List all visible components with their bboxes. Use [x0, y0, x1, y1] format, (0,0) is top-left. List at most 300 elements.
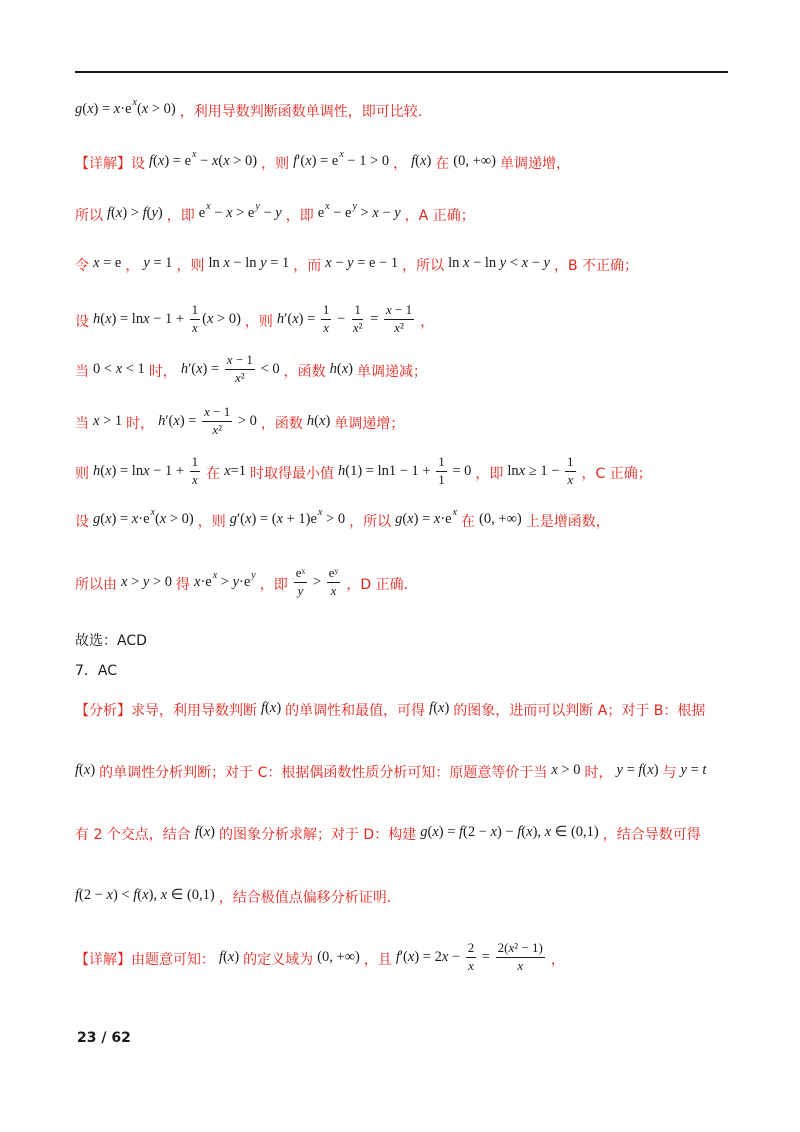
math-variable: x — [325, 201, 330, 212]
math-variable: x — [518, 462, 526, 479]
fraction-denominator — [321, 320, 331, 335]
math-expression: x > 0 — [551, 761, 581, 778]
math-formula — [307, 414, 330, 429]
math-formula — [208, 256, 289, 271]
math-formula — [292, 566, 343, 598]
math-expression: g′(x) = (x + 1)e — [229, 510, 317, 527]
math-superscript — [151, 508, 155, 518]
math-variable: y — [499, 254, 507, 271]
header-rule — [75, 71, 728, 73]
fraction-denominator: x² — [352, 319, 363, 335]
solution-text: ，则 — [244, 314, 273, 330]
math-expression: f(x) — [219, 948, 240, 965]
math-variable: h — [338, 462, 346, 479]
math-expression: lnx ≥ 1 − — [507, 462, 564, 479]
math-superscript — [251, 571, 255, 581]
math-expression: − y — [259, 204, 282, 221]
math-fraction — [202, 405, 232, 437]
math-expression: f(x) — [194, 823, 215, 840]
math-variable: f — [293, 152, 298, 169]
math-variable: y — [275, 204, 282, 221]
solution-text: 当 — [75, 364, 89, 380]
math-fraction — [351, 303, 365, 335]
solution-text: 【详解】设 — [75, 156, 145, 172]
math-formula — [411, 154, 431, 169]
math-expression: (x > 0) — [136, 100, 176, 117]
math-variable: x — [490, 823, 497, 840]
math-formula — [551, 763, 580, 778]
math-expression: > x − y — [356, 204, 401, 221]
math-expression: h′(x) = — [180, 360, 223, 377]
solution-text: ，则 — [176, 258, 205, 274]
fraction-numerator: x − 1 — [384, 303, 414, 319]
math-variable: f — [142, 204, 147, 221]
math-superscript — [339, 150, 343, 160]
math-superscript — [133, 98, 137, 108]
math-expression: f(x) — [411, 152, 432, 169]
math-variable: x — [517, 957, 524, 973]
math-variable: x — [352, 319, 359, 335]
math-expression: − x > e — [210, 204, 255, 221]
math-variable: t — [702, 761, 707, 778]
solution-text: 所以 — [75, 208, 103, 224]
math-formula — [448, 256, 550, 271]
solution-text: ， — [125, 258, 140, 274]
math-superscript — [352, 202, 356, 212]
math-expression: y = t — [680, 761, 707, 778]
fraction-denominator: x² — [394, 319, 404, 335]
math-variable: x — [323, 319, 330, 335]
math-variable: x — [106, 886, 113, 903]
math-variable: f — [149, 152, 154, 169]
math-variable: x — [93, 254, 100, 271]
math-formula — [75, 888, 215, 903]
math-formula — [195, 825, 215, 840]
math-expression: x > 1 — [93, 412, 123, 429]
math-variable: x — [191, 319, 198, 335]
math-formula — [158, 405, 257, 437]
solution-line — [75, 565, 409, 599]
math-formula — [229, 507, 346, 527]
math-variable: x — [245, 510, 252, 527]
math-variable: x — [226, 352, 233, 368]
math-fraction — [565, 455, 576, 487]
math-variable: g — [229, 510, 237, 527]
math-variable: x — [372, 204, 379, 221]
math-formula — [681, 763, 707, 778]
fraction-denominator — [466, 958, 476, 973]
math-variable: x — [121, 573, 128, 590]
math-expression: g(x) = x·e — [395, 510, 452, 527]
math-variable: y — [142, 573, 150, 590]
math-expression: > y·e — [217, 573, 251, 590]
math-expression: ln x − ln y = 1 — [208, 254, 290, 271]
math-formula — [420, 825, 599, 840]
math-variable: f — [638, 761, 643, 778]
fraction-numerator: x − 1 — [202, 405, 232, 421]
math-variable: f — [75, 886, 80, 903]
math-variable: h — [180, 360, 189, 377]
solution-line — [75, 759, 710, 787]
math-expression: − x(x > 0) — [196, 152, 258, 169]
fraction-numerator: eˣ — [294, 566, 308, 582]
math-variable: x — [105, 510, 112, 527]
math-expression: f(x) — [75, 761, 96, 778]
math-superscript — [318, 508, 322, 518]
answer-text: 7．AC — [75, 663, 118, 679]
math-expression: (x > 0) — [202, 310, 241, 327]
math-variable: f — [261, 699, 266, 716]
solution-text: 的图象分析求解；对于 D：构建 — [218, 827, 417, 843]
math-expression: x = e — [93, 254, 122, 271]
math-variable: x — [463, 254, 470, 271]
math-variable: x — [223, 254, 230, 271]
answer-text: 故选：ACD — [75, 633, 147, 649]
math-expression: (0, +∞) — [453, 152, 496, 169]
solution-text: 有 2 个交点，结合 — [75, 827, 191, 843]
solution-line — [75, 940, 565, 974]
math-superscript — [325, 202, 329, 212]
solution-line — [75, 697, 705, 725]
solution-text: ，且 — [363, 952, 392, 968]
math-expression: (0, +∞) — [317, 948, 360, 965]
solution-text: ，函数 — [260, 416, 303, 432]
math-expression: y = f(x) — [616, 761, 659, 778]
math-formula — [429, 701, 449, 716]
math-expression: = — [478, 948, 494, 965]
solution-line — [75, 202, 475, 230]
solution-text: 当 — [75, 416, 89, 432]
solution-text: 令 — [75, 258, 89, 274]
math-formula — [224, 464, 246, 479]
math-variable: x — [87, 100, 94, 117]
math-formula — [507, 455, 577, 487]
math-formula — [121, 575, 172, 590]
math-variable: f — [75, 761, 80, 778]
math-variable: g — [420, 823, 428, 840]
math-expression: e — [317, 204, 325, 221]
math-expression: > — [309, 573, 325, 590]
math-formula — [93, 362, 145, 377]
math-expression: y = 1 — [143, 254, 173, 271]
math-variable: f — [107, 204, 112, 221]
solution-text: ，即 — [285, 208, 314, 224]
math-variable: f — [411, 152, 416, 169]
math-formula — [75, 763, 95, 778]
math-formula — [261, 701, 281, 716]
math-variable: y — [680, 761, 687, 778]
math-variable: x — [292, 310, 299, 327]
math-fraction — [466, 941, 477, 973]
math-variable: y — [151, 204, 158, 221]
math-variable: y — [232, 573, 240, 590]
math-variable: x — [212, 570, 218, 581]
solution-text: ，函数 — [283, 364, 326, 380]
math-variable: x — [521, 254, 529, 271]
math-variable: x — [115, 360, 123, 377]
fraction-numerator: 1 — [565, 455, 576, 471]
math-variable: y — [347, 254, 354, 271]
fraction-denominator — [190, 320, 200, 335]
math-variable: y — [251, 570, 256, 581]
solution-text: 【分析】求导，利用导数判断 — [75, 703, 257, 719]
math-variable: x — [452, 507, 458, 518]
solution-text: 【详解】由题意可知： — [75, 952, 215, 968]
math-formula — [330, 362, 353, 377]
math-expression: 0 < x < 1 — [93, 360, 145, 377]
math-formula — [93, 455, 202, 487]
math-variable: y — [616, 761, 623, 778]
math-variable: x — [567, 471, 574, 487]
solution-text: ，即 — [475, 466, 504, 482]
math-expression: < 0 — [256, 360, 280, 377]
solution-text: 设 — [75, 314, 89, 330]
math-variable: x — [341, 360, 349, 377]
math-variable: y — [297, 582, 304, 598]
solution-text: ，结合导数可得 — [602, 827, 701, 843]
solution-line — [75, 302, 435, 336]
math-expression: g(x) = x·e — [75, 100, 132, 117]
fraction-denominator: x² — [212, 421, 222, 437]
solution-text: ，C 正确； — [581, 466, 652, 482]
math-variable: y — [543, 254, 550, 271]
math-variable: x — [227, 948, 235, 965]
math-variable: h — [276, 310, 285, 327]
math-expression: f(x) — [261, 699, 282, 716]
math-formula — [617, 763, 659, 778]
math-variable: x — [269, 699, 277, 716]
math-variable: x — [196, 360, 203, 377]
solution-text: 单调递增， — [499, 156, 570, 172]
math-expression: x − y = e − 1 — [325, 254, 399, 271]
solution-text: ，则 — [261, 156, 290, 172]
math-variable: x — [432, 823, 439, 840]
math-variable: h — [329, 360, 337, 377]
math-formula — [194, 570, 256, 590]
math-formula — [317, 950, 360, 965]
fraction-denominator — [515, 958, 525, 973]
math-formula — [143, 256, 172, 271]
solution-text: ，所以 — [402, 258, 445, 274]
solution-line — [75, 98, 422, 126]
math-fraction — [294, 566, 308, 598]
fraction-numerator: 1 — [190, 303, 201, 319]
math-expression: > 0 — [234, 412, 257, 429]
fraction-numerator: 2 — [466, 941, 477, 957]
solution-line — [75, 657, 117, 685]
fraction-denominator: 1 — [438, 471, 445, 487]
math-variable: x — [211, 152, 219, 169]
solution-text: ，D 正确. — [346, 577, 409, 593]
page-number: 23 / 62 — [77, 1030, 131, 1046]
solution-text: 的单调性分析判断；对于 C：根据偶函数性质分析可知：原题意等价于当 — [99, 765, 548, 781]
solution-line — [75, 508, 610, 536]
math-variable: x — [105, 462, 112, 479]
math-formula — [395, 507, 458, 527]
solution-text: 单调递减； — [356, 364, 427, 380]
math-formula — [317, 201, 401, 221]
fraction-numerator: 2(x² − 1) — [496, 941, 545, 957]
solution-text: ，B 不正确； — [553, 258, 639, 274]
math-variable: h — [93, 462, 101, 479]
fraction-numerator: eʸ — [327, 566, 341, 582]
math-variable: x — [203, 823, 211, 840]
math-variable: x — [276, 510, 283, 527]
math-formula — [93, 256, 121, 271]
math-variable: h — [93, 310, 101, 327]
math-variable: x — [319, 412, 326, 429]
math-superscript — [255, 202, 259, 212]
math-fraction — [190, 303, 201, 335]
math-variable: x — [330, 582, 337, 598]
math-variable: x — [235, 369, 241, 385]
math-expression: h′(x) = — [158, 412, 201, 429]
math-expression: (x > 0) — [154, 510, 194, 527]
math-fraction — [321, 303, 332, 335]
math-fraction — [496, 941, 545, 973]
math-variable: x — [223, 152, 230, 169]
fraction-denominator — [565, 472, 575, 487]
solution-line — [75, 884, 391, 912]
math-expression: f′(x) = 2x − — [395, 948, 464, 965]
math-variable: x — [317, 507, 323, 518]
math-formula — [479, 512, 522, 527]
math-expression: h(1) = ln1 − 1 + — [338, 462, 435, 479]
math-expression: x=1 — [224, 462, 246, 479]
fraction-numerator: 1 — [352, 303, 363, 319]
solution-text: ， — [550, 952, 565, 968]
math-formula — [219, 950, 239, 965]
solution-text: ， — [420, 314, 435, 330]
math-expression: g(x) = x·e — [93, 510, 150, 527]
solution-text: ， — [393, 156, 408, 172]
math-variable: x — [206, 310, 214, 327]
solution-text: ，A 正确； — [404, 208, 475, 224]
math-expression: h(x) = lnx − 1 + — [93, 310, 188, 327]
solution-text: 时， — [126, 416, 155, 432]
solution-text: 时取得最小值 — [250, 466, 334, 482]
solution-line — [75, 821, 701, 849]
math-variable: x — [173, 412, 180, 429]
math-expression: f(x) = e — [149, 152, 192, 169]
math-formula — [198, 201, 282, 221]
solution-text: ，所以 — [349, 514, 392, 530]
math-expression: (0, +∞) — [479, 510, 522, 527]
math-expression: > 0 — [322, 510, 346, 527]
math-variable: x — [420, 152, 427, 169]
math-variable: f — [429, 699, 434, 716]
solution-text: 所以由 — [75, 577, 117, 593]
math-variable: y — [255, 201, 260, 212]
math-expression: = 0 — [448, 462, 472, 479]
math-variable: x — [105, 310, 112, 327]
solution-text: 在 — [206, 466, 221, 482]
solution-text: 在 — [461, 514, 476, 530]
math-fraction — [327, 566, 341, 598]
math-expression: f(x) — [429, 699, 450, 716]
solution-text: 与 — [662, 765, 677, 781]
math-formula — [293, 149, 390, 169]
fraction-numerator: 1 — [436, 455, 447, 471]
solution-text: ，而 — [293, 258, 322, 274]
math-variable: x — [143, 310, 150, 327]
math-variable: x — [141, 100, 149, 117]
math-formula — [277, 303, 416, 335]
solution-text: ，即 — [166, 208, 195, 224]
math-formula — [396, 941, 547, 973]
math-formula — [107, 206, 163, 221]
fraction-denominator — [296, 583, 306, 598]
math-superscript — [213, 571, 217, 581]
math-variable: y — [143, 254, 150, 271]
math-expression: x > y > 0 — [121, 573, 172, 590]
math-expression: f′(x) = e — [293, 152, 339, 169]
fraction-denominator — [190, 472, 200, 487]
math-formula — [93, 303, 241, 335]
math-variable: x — [206, 201, 211, 212]
solution-text: 的定义域为 — [243, 952, 314, 968]
solution-text: ，结合极值点偏移分析证明. — [218, 890, 392, 906]
math-formula — [93, 507, 194, 527]
math-formula — [325, 256, 398, 271]
math-expression: h(x) = lnx − 1 + — [93, 462, 188, 479]
math-variable: x — [339, 149, 344, 160]
math-variable: x — [143, 462, 150, 479]
math-variable: x — [115, 204, 123, 221]
math-variable: f — [133, 886, 138, 903]
math-superscript — [192, 150, 196, 160]
math-expression: − 1 > 0 — [343, 152, 390, 169]
math-expression: f(x) > f(y) — [107, 204, 163, 221]
math-variable: f — [219, 948, 224, 965]
math-variable: x — [551, 761, 558, 778]
solution-text: 设 — [75, 514, 89, 530]
math-expression: f(2 − x) < f(x), x ∈ (0,1) — [75, 886, 215, 903]
math-variable: f — [517, 823, 522, 840]
solution-text: 的图象，进而可以判断 A；对于 B：根据 — [453, 703, 706, 719]
math-variable: x — [132, 97, 137, 108]
math-fraction — [190, 455, 201, 487]
math-expression: h′(x) = — [276, 310, 319, 327]
solution-text: 时， — [148, 364, 177, 380]
math-variable: x — [93, 412, 100, 429]
solution-text: 单调递增； — [334, 416, 405, 432]
math-variable: x — [305, 152, 312, 169]
math-variable: x — [83, 761, 91, 778]
math-variable: x — [407, 510, 414, 527]
math-variable: x — [192, 149, 197, 160]
fraction-denominator — [329, 583, 339, 598]
math-expression: h(x) — [329, 360, 353, 377]
math-superscript — [206, 202, 210, 212]
math-expression: h(x) — [306, 412, 331, 429]
math-variable: x — [526, 823, 533, 840]
math-variable: x — [647, 761, 654, 778]
math-variable: g — [93, 510, 101, 527]
math-formula — [453, 154, 496, 169]
math-variable: x — [544, 823, 552, 840]
solution-text: 上是增函数， — [525, 514, 610, 530]
math-variable: y — [394, 204, 401, 221]
fraction-numerator: x − 1 — [225, 353, 255, 369]
solution-text: 的单调性和最值，可得 — [285, 703, 426, 719]
math-variable: x — [394, 319, 400, 335]
math-superscript — [453, 508, 457, 518]
math-variable: y — [352, 201, 357, 212]
math-variable: x — [433, 510, 441, 527]
math-variable: x — [113, 100, 121, 117]
math-variable: x — [438, 699, 445, 716]
